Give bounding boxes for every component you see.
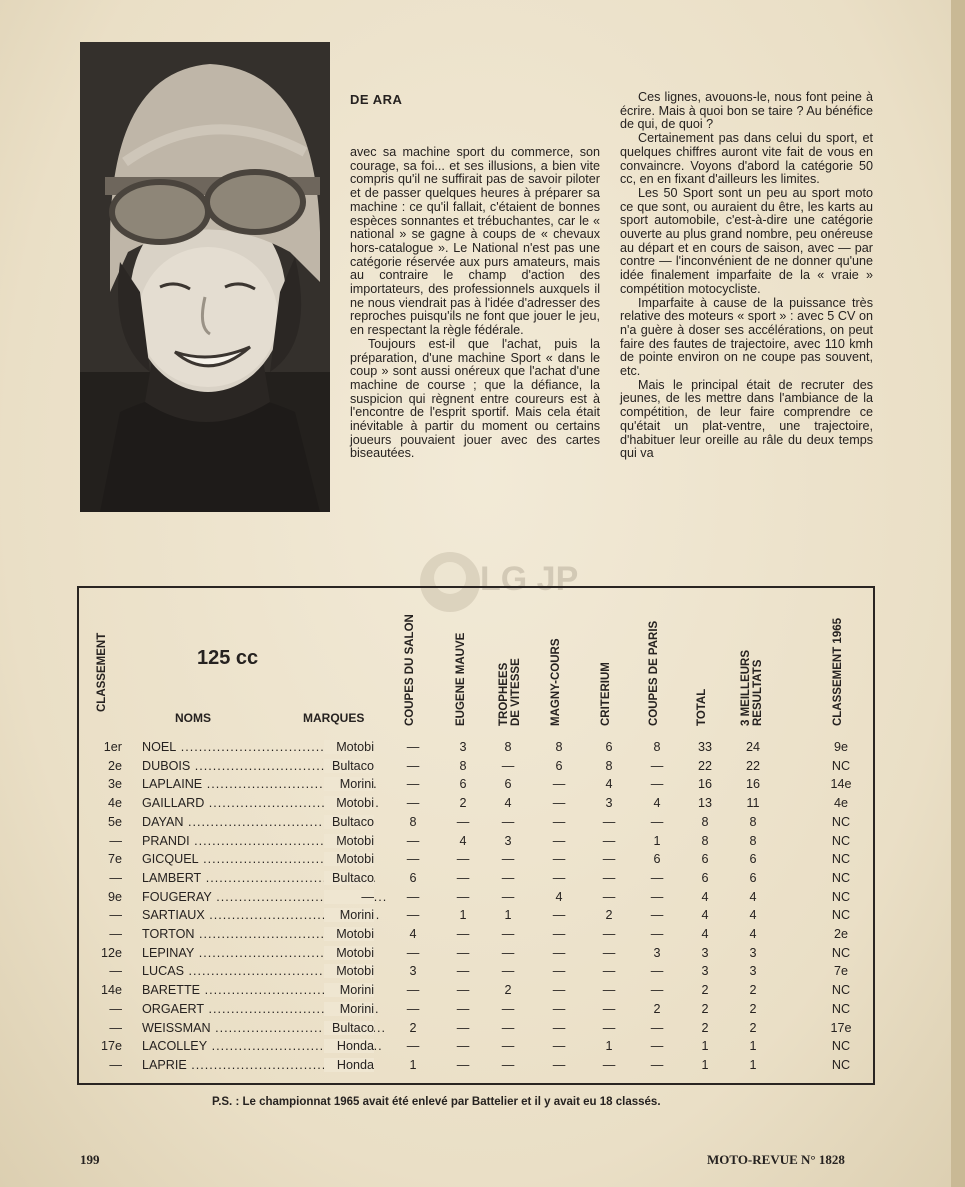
value-cell: — bbox=[602, 1057, 616, 1072]
value-cell: 2e bbox=[833, 927, 848, 941]
value-cell: 2 bbox=[504, 983, 512, 998]
marque-cell: Morini bbox=[324, 908, 374, 922]
name-cell: DUBOIS ..... bbox=[142, 759, 382, 773]
value-cell: 1 bbox=[749, 1039, 757, 1054]
table-row bbox=[78, 1058, 870, 1077]
rank-cell: 12e bbox=[100, 945, 122, 960]
value-cell: 2 bbox=[701, 1001, 709, 1016]
value-cell: 2 bbox=[409, 1020, 417, 1035]
name-cell: GAILLARD ..... bbox=[142, 796, 382, 810]
column-header: CLASSEMENT 1965 bbox=[832, 617, 844, 726]
column-header: CRITERIUM bbox=[600, 662, 612, 726]
value-cell: — bbox=[602, 870, 616, 885]
table-row bbox=[78, 796, 870, 815]
value-cell: 6 bbox=[409, 870, 417, 885]
table-row bbox=[78, 983, 870, 1002]
rider-portrait-photo bbox=[80, 42, 330, 512]
value-cell: 2 bbox=[701, 983, 709, 998]
value-cell: — bbox=[406, 1001, 420, 1016]
marque-cell: Motobi bbox=[324, 796, 374, 810]
paragraph: Ces lignes, avouons-le, nous font peine à écrire. Mais à quoi bon se taire ? Au bénéfice de qui, de quoi ? bbox=[620, 90, 873, 132]
article-column-1 bbox=[350, 146, 600, 461]
postscript-note: P.S. : Le championnat 1965 avait été enlevé par Battelier et il y avait eu 18 classés. bbox=[212, 1096, 661, 1108]
value-cell: 2 bbox=[749, 1001, 757, 1016]
value-cell: — bbox=[650, 1020, 664, 1035]
table-row bbox=[78, 777, 870, 796]
value-cell: NC bbox=[831, 870, 851, 885]
name-cell: DAYAN ..... bbox=[142, 815, 382, 829]
page-number: 199 bbox=[80, 1152, 100, 1167]
marque-cell: Motobi bbox=[324, 927, 374, 941]
name-cell: GICQUEL ..... bbox=[142, 852, 382, 866]
value-cell: — bbox=[501, 945, 515, 960]
marque-cell: Honda bbox=[324, 1039, 374, 1053]
marque-cell: Motobi bbox=[324, 740, 374, 754]
rank-cell: — bbox=[109, 964, 122, 979]
value-cell: 4 bbox=[504, 796, 512, 811]
rank-cell: — bbox=[109, 1057, 122, 1072]
table-row bbox=[78, 908, 870, 927]
value-cell: — bbox=[552, 796, 566, 811]
marque-cell: Bultaco bbox=[324, 759, 374, 773]
value-cell: 8 bbox=[749, 833, 757, 848]
value-cell: — bbox=[501, 927, 515, 941]
value-cell: 6 bbox=[555, 758, 563, 773]
value-cell: — bbox=[650, 814, 664, 829]
marque-cell: Motobi bbox=[324, 964, 374, 978]
value-cell: — bbox=[406, 758, 420, 773]
table-row bbox=[78, 852, 870, 871]
table-row bbox=[78, 759, 870, 778]
value-cell: 8 bbox=[749, 814, 757, 829]
value-cell: — bbox=[456, 945, 470, 960]
value-cell: — bbox=[501, 852, 515, 867]
value-cell: — bbox=[501, 889, 515, 904]
table-row bbox=[78, 890, 870, 909]
value-cell: — bbox=[456, 983, 470, 998]
value-cell: — bbox=[602, 833, 616, 848]
value-cell: — bbox=[456, 852, 470, 867]
marque-cell: — bbox=[324, 890, 374, 904]
marque-cell: Bultaco bbox=[324, 1021, 374, 1035]
value-cell: — bbox=[406, 740, 420, 754]
value-cell: — bbox=[406, 908, 420, 923]
value-cell: — bbox=[456, 870, 470, 885]
value-cell: 6 bbox=[459, 777, 467, 792]
value-cell: — bbox=[501, 964, 515, 979]
rank-cell: — bbox=[109, 870, 122, 885]
value-cell: 4e bbox=[833, 796, 848, 811]
rank-cell: — bbox=[109, 833, 122, 848]
value-cell: — bbox=[456, 814, 470, 829]
name-cell: FOUGERAY ..... bbox=[142, 890, 382, 904]
value-cell: 13 bbox=[697, 796, 712, 811]
value-cell: — bbox=[552, 1020, 566, 1035]
value-cell: NC bbox=[831, 889, 851, 904]
name-cell: WEISSMAN ..... bbox=[142, 1021, 382, 1035]
value-cell: NC bbox=[831, 852, 851, 867]
column-header: COUPES DU SALON bbox=[404, 614, 416, 726]
value-cell: — bbox=[650, 777, 664, 792]
name-cell: SARTIAUX ..... bbox=[142, 908, 382, 922]
value-cell: NC bbox=[831, 908, 851, 923]
rank-cell: 4e bbox=[107, 796, 122, 811]
value-cell: 16 bbox=[697, 777, 712, 792]
watermark-text: LG JP bbox=[480, 560, 579, 598]
rank-cell: 1er bbox=[103, 740, 122, 754]
value-cell: 2 bbox=[653, 1001, 661, 1016]
value-cell: 1 bbox=[409, 1057, 417, 1072]
value-cell: 2 bbox=[701, 1020, 709, 1035]
value-cell: 3 bbox=[459, 740, 467, 754]
marque-cell: Bultaco bbox=[324, 815, 374, 829]
value-cell: — bbox=[406, 833, 420, 848]
value-cell: 3 bbox=[409, 964, 417, 979]
name-cell: LACOLLEY ..... bbox=[142, 1039, 382, 1053]
value-cell: 8 bbox=[459, 758, 467, 773]
value-cell: — bbox=[552, 870, 566, 885]
value-cell: NC bbox=[831, 814, 851, 829]
value-cell: — bbox=[650, 870, 664, 885]
category-title: 125 cc bbox=[197, 647, 259, 669]
table-row bbox=[78, 1021, 870, 1040]
value-cell: 1 bbox=[605, 1039, 613, 1054]
rank-cell: — bbox=[109, 1001, 122, 1016]
value-cell: 4 bbox=[749, 889, 757, 904]
value-cell: — bbox=[552, 852, 566, 867]
value-cell: 3 bbox=[701, 964, 709, 979]
value-cell: — bbox=[552, 927, 566, 941]
value-cell: 22 bbox=[697, 758, 712, 773]
value-cell: — bbox=[456, 1001, 470, 1016]
table-row bbox=[78, 871, 870, 890]
value-cell: 8 bbox=[653, 740, 661, 754]
value-cell: 4 bbox=[605, 777, 613, 792]
value-cell: — bbox=[501, 870, 515, 885]
value-cell: 1 bbox=[459, 908, 467, 923]
rank-cell: 5e bbox=[107, 814, 122, 829]
value-cell: — bbox=[456, 889, 470, 904]
value-cell: 6 bbox=[701, 870, 709, 885]
value-cell: — bbox=[650, 964, 664, 979]
column-header: EUGENE MAUVE bbox=[455, 632, 467, 726]
paragraph: Imparfaite à cause de la puissance très relative des moteurs « sport » : avec 5 CV on n'a guère à doser ses accélérations, on peut faire des fautes de trajectoire, avec 110 kmh de pointe environ on ne coupe pas souvent, etc. bbox=[620, 295, 873, 379]
value-cell: 8 bbox=[409, 814, 417, 829]
article-heading: DE ARA bbox=[350, 92, 403, 107]
table-row bbox=[78, 834, 870, 853]
value-cell: 4 bbox=[701, 889, 709, 904]
name-cell: TORTON ..... bbox=[142, 927, 382, 941]
value-cell: 4 bbox=[409, 927, 417, 941]
value-cell: — bbox=[552, 908, 566, 923]
column-header: 3 MEILLEURS RESULTATS bbox=[740, 649, 764, 726]
value-cell: — bbox=[602, 927, 616, 941]
value-cell: NC bbox=[831, 833, 851, 848]
value-cell: 3 bbox=[605, 796, 613, 811]
value-cell: — bbox=[406, 945, 420, 960]
value-cell: — bbox=[501, 1001, 515, 1016]
value-cell: — bbox=[406, 777, 420, 792]
value-cell: 4 bbox=[459, 833, 467, 848]
table-row bbox=[78, 1002, 870, 1021]
value-cell: — bbox=[602, 1001, 616, 1016]
rank-cell: — bbox=[109, 1020, 122, 1035]
name-cell: ORGAERT ..... bbox=[142, 1002, 382, 1016]
marque-cell: Morini bbox=[324, 1002, 374, 1016]
name-cell: LEPINAY ..... bbox=[142, 946, 382, 960]
value-cell: 17e bbox=[830, 1020, 852, 1035]
value-cell: 6 bbox=[504, 777, 512, 792]
value-cell: — bbox=[602, 964, 616, 979]
value-cell: — bbox=[650, 889, 664, 904]
rank-cell: 7e bbox=[107, 852, 122, 867]
rank-cell: 3e bbox=[107, 777, 122, 792]
value-cell: 3 bbox=[749, 964, 757, 979]
value-cell: 24 bbox=[745, 740, 760, 754]
value-cell: 1 bbox=[749, 1057, 757, 1072]
classement-header: CLASSEMENT bbox=[96, 632, 108, 712]
noms-header: NOMS bbox=[175, 711, 211, 725]
value-cell: — bbox=[602, 983, 616, 998]
value-cell: 2 bbox=[749, 1020, 757, 1035]
value-cell: 33 bbox=[697, 740, 712, 754]
value-cell: 1 bbox=[701, 1039, 709, 1054]
rank-cell: — bbox=[109, 927, 122, 941]
name-cell: NOEL ..... bbox=[142, 740, 382, 754]
value-cell: — bbox=[501, 814, 515, 829]
value-cell: NC bbox=[831, 945, 851, 960]
value-cell: 6 bbox=[701, 852, 709, 867]
value-cell: 14e bbox=[830, 777, 852, 792]
value-cell: 2 bbox=[605, 908, 613, 923]
table-row bbox=[78, 964, 870, 983]
table-row bbox=[78, 740, 870, 759]
value-cell: 6 bbox=[653, 852, 661, 867]
marque-cell: Morini bbox=[324, 983, 374, 997]
marques-header: MARQUES bbox=[303, 711, 365, 725]
value-cell: 6 bbox=[605, 740, 613, 754]
value-cell: — bbox=[552, 833, 566, 848]
table-row bbox=[78, 815, 870, 834]
value-cell: — bbox=[602, 945, 616, 960]
value-cell: — bbox=[552, 1039, 566, 1054]
value-cell: — bbox=[406, 1039, 420, 1054]
value-cell: — bbox=[456, 1020, 470, 1035]
name-cell: PRANDI ..... bbox=[142, 834, 382, 848]
value-cell: 6 bbox=[749, 870, 757, 885]
value-cell: 4 bbox=[749, 908, 757, 923]
rank-cell: 17e bbox=[100, 1039, 122, 1054]
value-cell: — bbox=[456, 1039, 470, 1054]
value-cell: 2 bbox=[749, 983, 757, 998]
value-cell: — bbox=[406, 796, 420, 811]
rider-illustration bbox=[80, 42, 330, 512]
value-cell: — bbox=[501, 758, 515, 773]
value-cell: — bbox=[602, 852, 616, 867]
value-cell: — bbox=[501, 1020, 515, 1035]
name-cell: LAPRIE ..... bbox=[142, 1058, 382, 1072]
value-cell: NC bbox=[831, 1039, 851, 1054]
rank-cell: — bbox=[109, 908, 122, 923]
value-cell: 3 bbox=[701, 945, 709, 960]
marque-cell: Honda bbox=[324, 1058, 374, 1072]
value-cell: — bbox=[552, 814, 566, 829]
value-cell: NC bbox=[831, 1057, 851, 1072]
value-cell: — bbox=[501, 1039, 515, 1054]
value-cell: 3 bbox=[749, 945, 757, 960]
value-cell: 7e bbox=[833, 964, 848, 979]
value-cell: — bbox=[552, 945, 566, 960]
marque-cell: Motobi bbox=[324, 852, 374, 866]
rank-cell: 9e bbox=[107, 889, 122, 904]
value-cell: 1 bbox=[504, 908, 512, 923]
article-column-2 bbox=[620, 91, 873, 461]
value-cell: — bbox=[406, 889, 420, 904]
name-cell: LAPLAINE ..... bbox=[142, 777, 382, 791]
table-row bbox=[78, 927, 870, 946]
marque-cell: Motobi bbox=[324, 946, 374, 960]
value-cell: 22 bbox=[745, 758, 760, 773]
column-header: TROPHEES DE VITESSE bbox=[498, 658, 522, 726]
value-cell: 11 bbox=[746, 796, 760, 811]
value-cell: — bbox=[552, 1001, 566, 1016]
table-row bbox=[78, 946, 870, 965]
page-edge bbox=[951, 0, 965, 1187]
value-cell: — bbox=[602, 814, 616, 829]
value-cell: 4 bbox=[701, 927, 709, 941]
value-cell: 8 bbox=[555, 740, 563, 754]
value-cell: — bbox=[456, 964, 470, 979]
paragraph: Toujours est-il que l'achat, puis la préparation, d'une machine Sport « dans le coup » sont aussi onéreux que l'achat d'une machine de course ; que la défiance, la suspicion qui règnent entre coureurs est à l'encontre de l'esprit sportif. Mais cela était inévitable à partir du moment ou certains joueurs pouvaient jouer avec des cartes biseautées. bbox=[350, 336, 600, 461]
marque-cell: Morini bbox=[324, 777, 374, 791]
value-cell: — bbox=[650, 758, 664, 773]
paragraph: Certainement pas dans celui du sport, et quelques chiffres auront vite fait de vous en convaincre. Voyons d'abord la catégorie 50 cc, en en fixant d'ailleurs les limites. bbox=[620, 131, 873, 187]
value-cell: 1 bbox=[701, 1057, 709, 1072]
column-header: TOTAL bbox=[696, 688, 708, 726]
value-cell: 4 bbox=[653, 796, 661, 811]
value-cell: NC bbox=[831, 1001, 851, 1016]
value-cell: 8 bbox=[605, 758, 613, 773]
paragraph: avec sa machine sport du commerce, son courage, sa foi... et ses illusions, a bien vite compris qu'il ne suffirait pas de savoir piloter et de passer quelques heures à préparer sa machine : ce qu'il fallait, c'étaient de bonnes espèces sonnantes et trébuchantes, car le « national » se gagne à coups de « chevaux hors-catalogue ». Le National n'est pas une catégorie réservée aux purs amateurs, mais au contraire le champ d'action des importateurs, des professionnels auxquels il ne nous viendrait pas à l'idée d'adresser des reproches puisqu'ils ne font que jouer le jeu, en respectant la règle fédérale. bbox=[350, 145, 600, 338]
value-cell: — bbox=[501, 1057, 515, 1072]
value-cell: NC bbox=[831, 758, 851, 773]
value-cell: NC bbox=[831, 983, 851, 998]
value-cell: 1 bbox=[653, 833, 661, 848]
value-cell: — bbox=[650, 927, 664, 941]
value-cell: — bbox=[552, 983, 566, 998]
value-cell: 4 bbox=[749, 927, 757, 941]
column-header: COUPES DE PARIS bbox=[648, 620, 660, 726]
value-cell: 4 bbox=[701, 908, 709, 923]
value-cell: — bbox=[456, 927, 470, 941]
marque-cell: Bultaco bbox=[324, 871, 374, 885]
table-row bbox=[78, 1039, 870, 1058]
value-cell: — bbox=[552, 1057, 566, 1072]
column-header: MAGNY-COURS bbox=[550, 638, 562, 726]
value-cell: — bbox=[602, 889, 616, 904]
value-cell: — bbox=[650, 908, 664, 923]
value-cell: 4 bbox=[555, 889, 563, 904]
name-cell: LAMBERT ..... bbox=[142, 871, 382, 885]
magazine-issue: MOTO-REVUE N° 1828 bbox=[707, 1152, 845, 1167]
value-cell: 9e bbox=[833, 740, 848, 754]
value-cell: — bbox=[406, 983, 420, 998]
rank-cell: 14e bbox=[100, 983, 122, 998]
value-cell: — bbox=[552, 777, 566, 792]
value-cell: 16 bbox=[745, 777, 760, 792]
name-cell: LUCAS ..... bbox=[142, 964, 382, 978]
paragraph: Mais le principal était de recruter des jeunes, de les mettre dans l'ambiance de la compétition, de leur faire comprendre ce qu'était un plat-ventre, une trajectoire, d'habituer leur oreille au râle du deux temps qui va bbox=[620, 377, 873, 461]
value-cell: 8 bbox=[701, 833, 709, 848]
rank-cell: 2e bbox=[107, 758, 122, 773]
marque-cell: Motobi bbox=[324, 834, 374, 848]
value-cell: — bbox=[650, 983, 664, 998]
value-cell: — bbox=[406, 852, 420, 867]
value-cell: 8 bbox=[504, 740, 512, 754]
value-cell: — bbox=[650, 1057, 664, 1072]
value-cell: — bbox=[552, 964, 566, 979]
value-cell: 3 bbox=[504, 833, 512, 848]
value-cell: — bbox=[650, 1039, 664, 1054]
value-cell: 2 bbox=[459, 796, 467, 811]
name-cell: BARETTE ..... bbox=[142, 983, 382, 997]
paragraph: Les 50 Sport sont un peu au sport moto ce que sont, ou auraient du être, les karts au sport automobile, c'est-à-dire une catégorie ouverte au plus grand nombre, peu onéreuse au départ et en cours de saison, avec — par contre — l'inconvénient de ne donner qu'une idée finalement imparfaite de la « vraie » compétition motocycliste. bbox=[620, 185, 873, 296]
value-cell: — bbox=[602, 1020, 616, 1035]
value-cell: 6 bbox=[749, 852, 757, 867]
value-cell: — bbox=[456, 1057, 470, 1072]
value-cell: 3 bbox=[653, 945, 661, 960]
value-cell: 8 bbox=[701, 814, 709, 829]
